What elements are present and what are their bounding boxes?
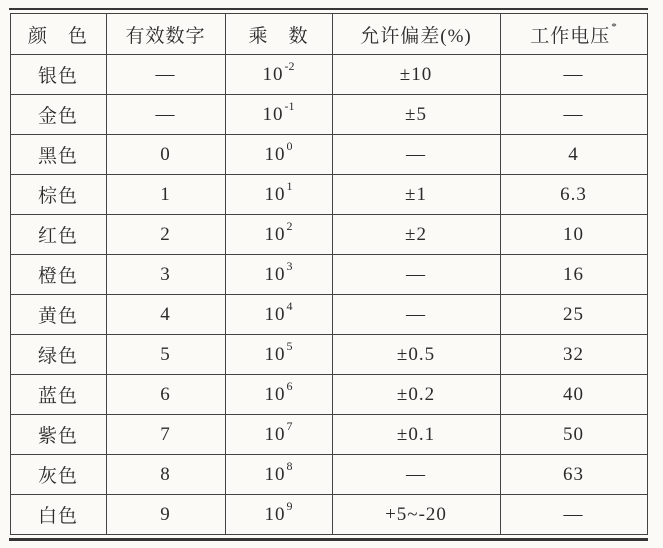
multiplier-exponent: 8 xyxy=(286,459,293,474)
color-name-cell: 灰色 xyxy=(10,455,106,495)
voltage-cell: 25 xyxy=(500,295,647,335)
color-name-cell: 黑色 xyxy=(10,135,106,175)
table-row xyxy=(10,335,647,375)
tolerance-cell: ±1 xyxy=(332,175,500,215)
multiplier-cell xyxy=(225,215,332,255)
tolerance-cell: ±0.2 xyxy=(332,375,500,415)
multiplier-cell xyxy=(225,55,332,95)
multiplier-exponent: -1 xyxy=(284,99,295,114)
color-name-cell: 橙色 xyxy=(10,255,106,295)
voltage-cell: 63 xyxy=(500,455,647,495)
header-cell-working-voltage xyxy=(500,14,647,55)
tolerance-cell: — xyxy=(332,135,500,175)
multiplier-base: 10 xyxy=(264,223,286,245)
color-name-cell: 红色 xyxy=(10,215,106,255)
table-row xyxy=(10,455,647,495)
voltage-cell: — xyxy=(500,55,647,95)
table-row xyxy=(10,375,647,415)
multiplier-base: 10 xyxy=(264,423,286,445)
multiplier-exponent: 7 xyxy=(286,419,293,434)
multiplier-cell xyxy=(225,455,332,495)
multiplier-exponent: 1 xyxy=(286,179,293,194)
color-name-cell: 金色 xyxy=(10,95,106,135)
significant-digit-cell: — xyxy=(106,95,225,135)
significant-digit-cell: 9 xyxy=(106,495,225,535)
table-row xyxy=(10,295,647,335)
tolerance-cell: — xyxy=(332,295,500,335)
table-row xyxy=(10,55,647,95)
multiplier-base: 10 xyxy=(264,383,286,405)
multiplier-cell xyxy=(225,375,332,415)
voltage-footnote-asterisk: * xyxy=(611,21,617,34)
voltage-cell: 16 xyxy=(500,255,647,295)
header-cell-significant-digits: 有效数字 xyxy=(106,14,225,55)
voltage-cell: — xyxy=(500,495,647,535)
table-row xyxy=(10,95,647,135)
multiplier-base: 10 xyxy=(264,183,286,205)
color-name-cell: 棕色 xyxy=(10,175,106,215)
multiplier-base: 10 xyxy=(264,263,286,285)
multiplier-exponent: 9 xyxy=(286,499,293,514)
multiplier-exponent: 5 xyxy=(286,339,293,354)
table-frame xyxy=(9,8,648,541)
color-name-cell: 银色 xyxy=(10,55,106,95)
resistor-color-code-table xyxy=(10,13,648,535)
table-row xyxy=(10,415,647,455)
tolerance-cell: ±0.5 xyxy=(332,335,500,375)
significant-digit-cell: — xyxy=(106,55,225,95)
color-name-cell: 黄色 xyxy=(10,295,106,335)
significant-digit-cell: 2 xyxy=(106,215,225,255)
voltage-cell: — xyxy=(500,95,647,135)
significant-digit-cell: 0 xyxy=(106,135,225,175)
multiplier-exponent: -2 xyxy=(284,59,295,74)
tolerance-cell: ±10 xyxy=(332,55,500,95)
tolerance-cell: — xyxy=(332,455,500,495)
significant-digit-cell: 5 xyxy=(106,335,225,375)
multiplier-exponent: 4 xyxy=(286,299,293,314)
multiplier-exponent: 6 xyxy=(286,379,293,394)
color-name-cell: 绿色 xyxy=(10,335,106,375)
tolerance-cell: +5~-20 xyxy=(332,495,500,535)
voltage-cell: 4 xyxy=(500,135,647,175)
table-row xyxy=(10,495,647,535)
multiplier-cell xyxy=(225,415,332,455)
multiplier-exponent: 3 xyxy=(286,259,293,274)
header-row xyxy=(10,14,647,55)
multiplier-cell xyxy=(225,135,332,175)
tolerance-cell: ±5 xyxy=(332,95,500,135)
table-row xyxy=(10,175,647,215)
multiplier-cell xyxy=(225,495,332,535)
significant-digit-cell: 7 xyxy=(106,415,225,455)
significant-digit-cell: 8 xyxy=(106,455,225,495)
significant-digit-cell: 1 xyxy=(106,175,225,215)
working-voltage-label: 工作电压 xyxy=(530,25,611,47)
color-name-cell: 白色 xyxy=(10,495,106,535)
voltage-cell: 40 xyxy=(500,375,647,415)
header-cell-multiplier: 乘 数 xyxy=(225,14,332,55)
multiplier-base: 10 xyxy=(264,343,286,365)
multiplier-base: 10 xyxy=(264,503,286,525)
voltage-cell: 50 xyxy=(500,415,647,455)
voltage-cell: 10 xyxy=(500,215,647,255)
multiplier-cell xyxy=(225,295,332,335)
voltage-cell: 6.3 xyxy=(500,175,647,215)
significant-digit-cell: 3 xyxy=(106,255,225,295)
tolerance-cell: ±0.1 xyxy=(332,415,500,455)
color-name-cell: 紫色 xyxy=(10,415,106,455)
multiplier-base: 10 xyxy=(264,463,286,485)
multiplier-cell xyxy=(225,175,332,215)
multiplier-cell xyxy=(225,255,332,295)
multiplier-base: 10 xyxy=(264,303,286,325)
multiplier-base: 10 xyxy=(264,143,286,165)
multiplier-exponent: 0 xyxy=(286,139,293,154)
header-cell-tolerance: 允许偏差(%) xyxy=(332,14,500,55)
tolerance-cell: — xyxy=(332,255,500,295)
multiplier-exponent: 2 xyxy=(286,219,293,234)
header-cell-color: 颜 色 xyxy=(10,14,106,55)
color-name-cell: 蓝色 xyxy=(10,375,106,415)
table-row xyxy=(10,255,647,295)
multiplier-base: 10 xyxy=(262,63,284,85)
tolerance-cell: ±2 xyxy=(332,215,500,255)
multiplier-cell xyxy=(225,95,332,135)
multiplier-cell xyxy=(225,335,332,375)
multiplier-base: 10 xyxy=(262,103,284,125)
table-row xyxy=(10,135,647,175)
significant-digit-cell: 4 xyxy=(106,295,225,335)
significant-digit-cell: 6 xyxy=(106,375,225,415)
voltage-cell: 32 xyxy=(500,335,647,375)
table-row xyxy=(10,215,647,255)
